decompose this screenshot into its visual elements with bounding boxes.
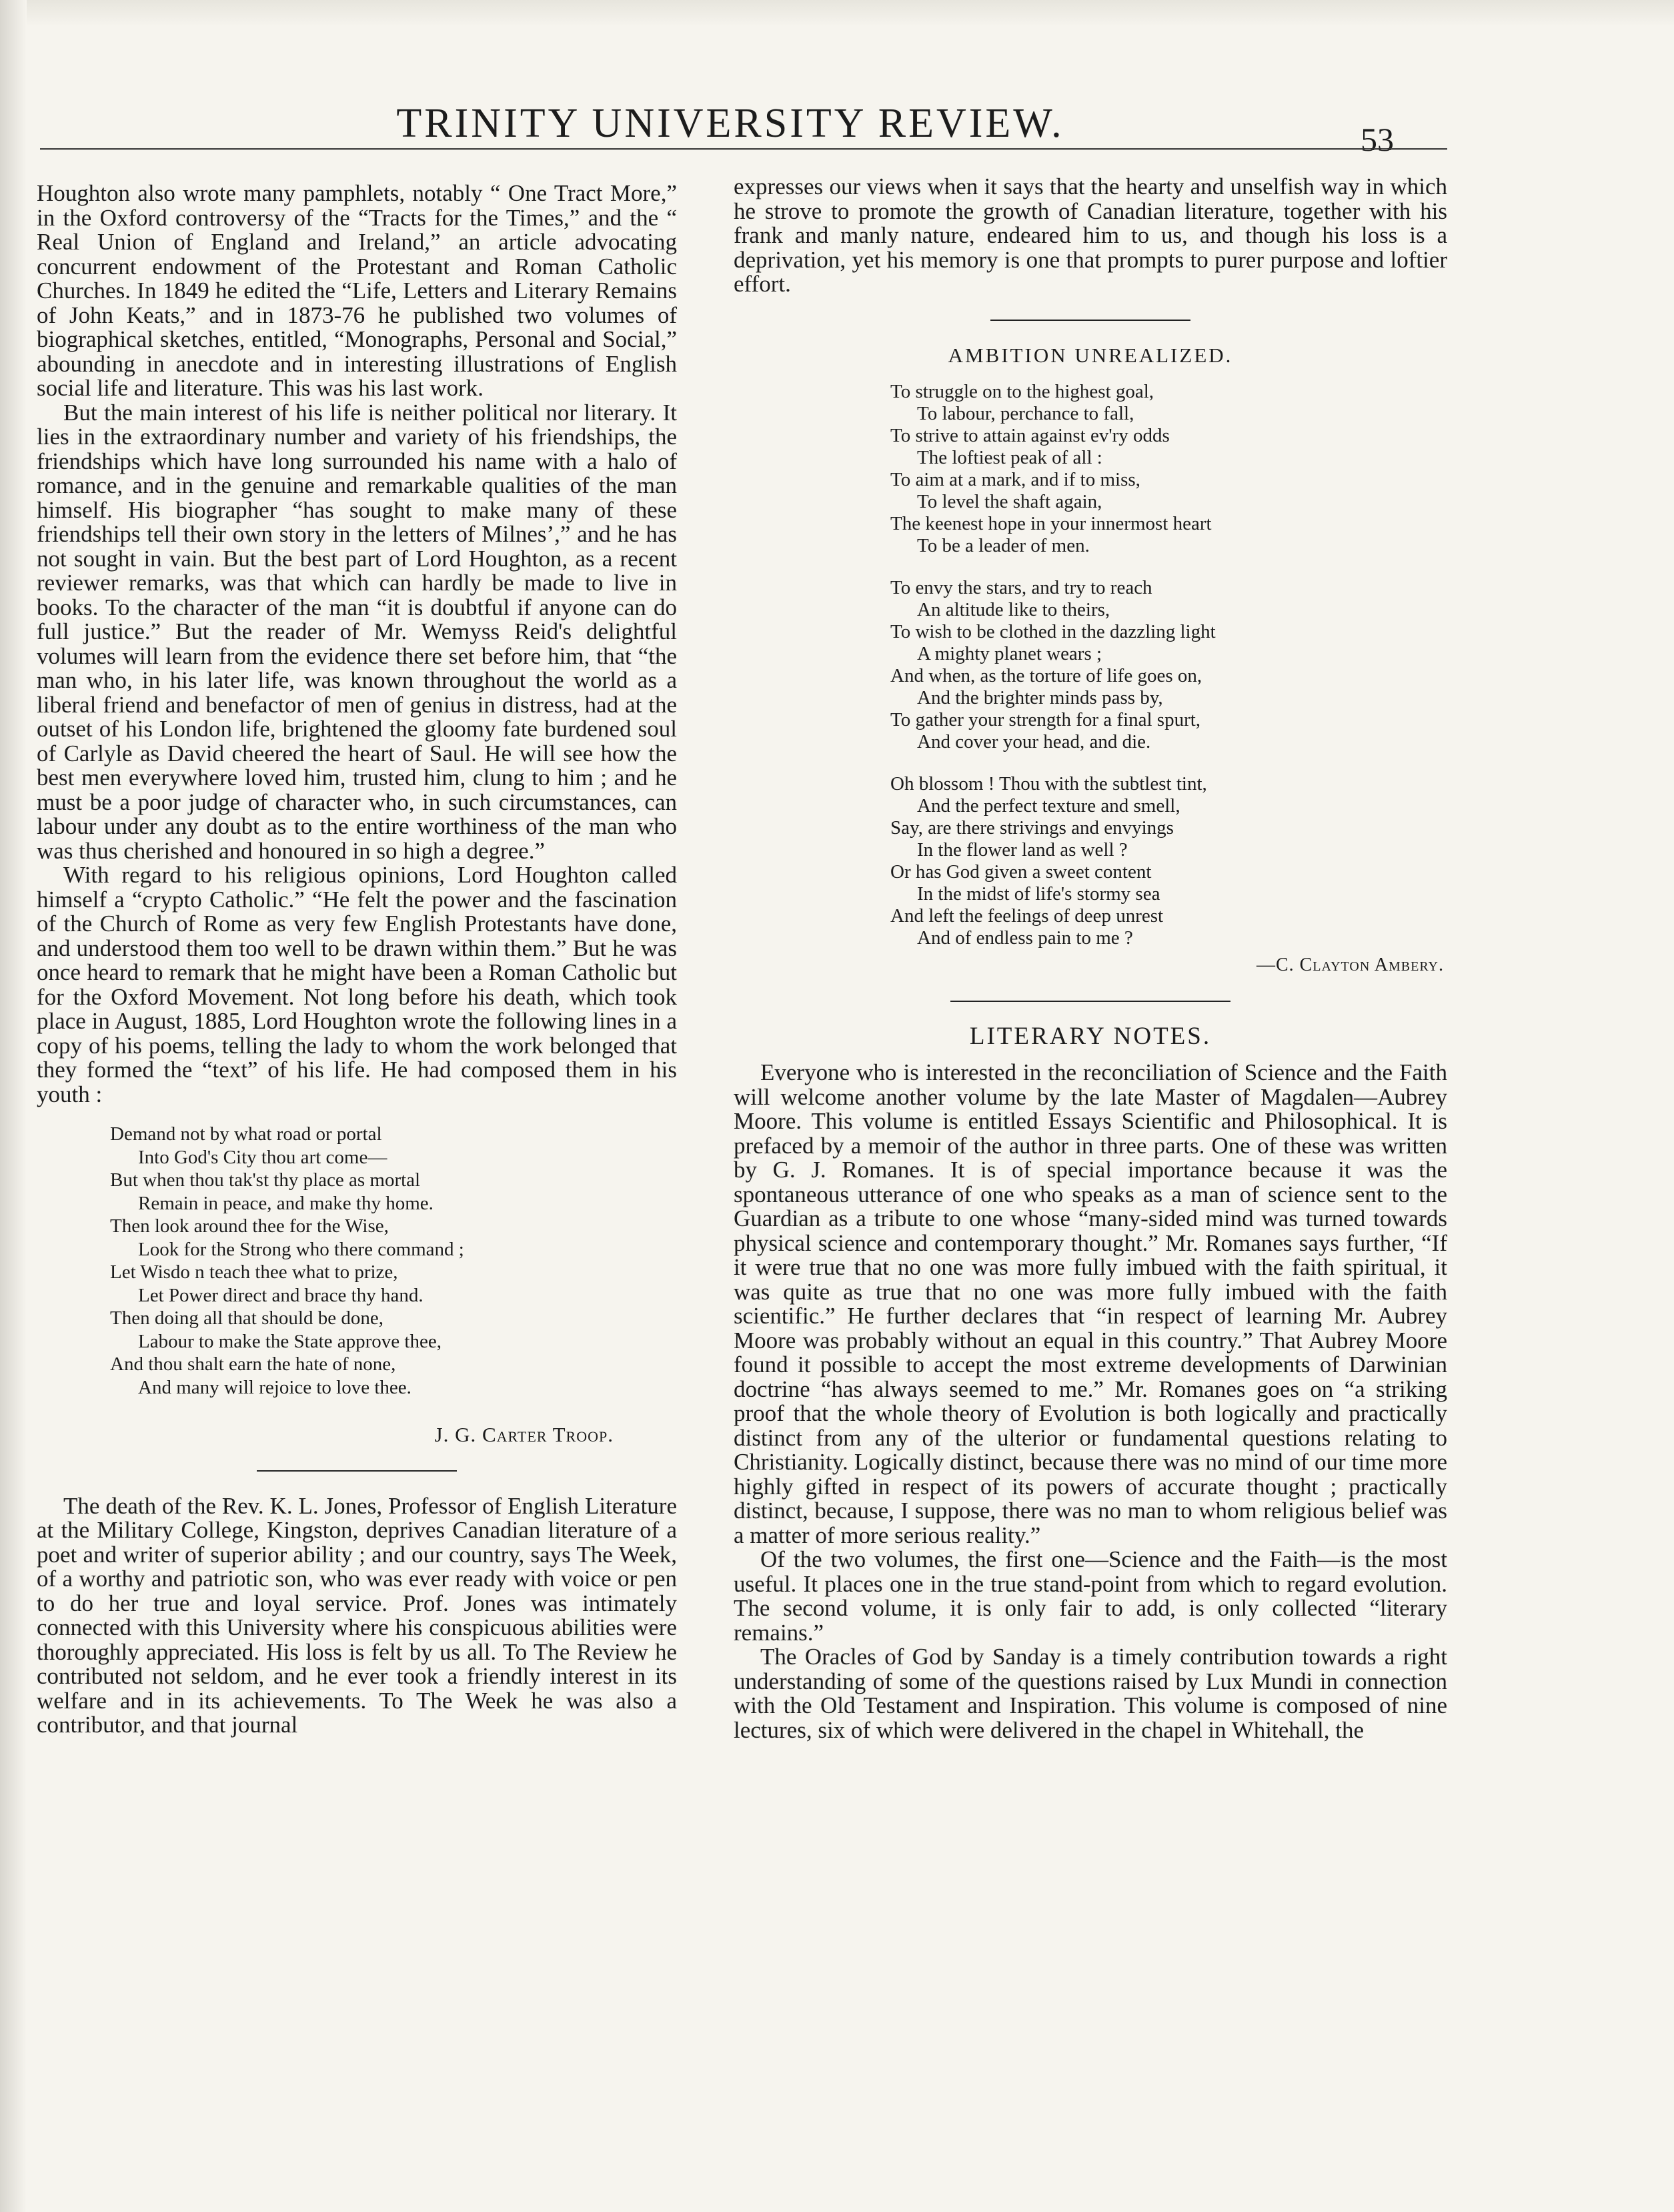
poem-line: To aim at a mark, and if to miss, — [890, 469, 1140, 490]
poem-line: And left the feelings of deep unrest — [890, 905, 1164, 927]
scan-top-edge — [0, 0, 1674, 27]
poem-line: To level the shaft again, — [917, 491, 1102, 512]
poem-line: To gather your strength for a final spurt, — [890, 709, 1201, 730]
header-rule — [40, 148, 1447, 154]
poem-line: Then doing all that should be done, — [110, 1307, 383, 1329]
right-column — [734, 175, 1447, 1742]
poem-stanza — [890, 577, 1447, 753]
poem-line: Say, are there strivings and envyings — [890, 817, 1174, 839]
poem-line: Let Power direct and brace thy hand. — [138, 1284, 424, 1306]
poem-line: And the perfect texture and smell, — [917, 795, 1180, 816]
article-paragraph: With regard to his religious opinions, Lord Houghton called himself a “crypto Catholic.” “He felt the power and the fascination of the Church of Rome as very few English Protestants have done, and understood them too well to be drawn within them.” But he was once heard to remark that he might have been a Roman Catholic but for the Oxford Movement. Not long before his death, which took place in August, 1885, Lord Houghton wrote the following lines in a copy of his poems, telling the lady to whom the work belonged that they formed the “text” of his life. He had composed them in his youth : — [37, 862, 677, 1107]
ambition-poem — [890, 381, 1447, 949]
poem-line: Into God's City thou art come— — [138, 1146, 387, 1168]
poem-line: Oh blossom ! Thou with the subtlest tint, — [890, 773, 1207, 794]
poem-stanza — [890, 381, 1447, 557]
poem-line: The loftiest peak of all : — [917, 447, 1102, 468]
section-separator — [257, 1470, 457, 1472]
article-paragraph: But the main interest of his life is neither political nor literary. It lies in the extraordinary number and variety of his friendships, the friendships which have long surrounded his name with a halo of romance, and in the genuine and remarkable qualities of the man himself. His biographer “has sought to make many of these friendships tell their own story in the letters of Milnes’,” and he has not sought in vain. But the best part of Lord Houghton, as a recent reviewer remarks, was that which can hardly be made to live in books. To the character of the man “it is doubtful if anyone can do full justice.” But the reader of Mr. Wemyss Reid's delightful volumes will learn from the evidence there set before him, that “the man who, in his later life, was known throughout the world as a liberal friend and benefactor of men of genius in distress, had at the outset of his London life, brightened the gloomy fate burdened soul of Carlyle as David cheered the heart of Saul. He will see how the best men everywhere loved him, trusted him, clung to him ; and he must be a poor judge of character who, in such circumstances, can labour under any doubt as to the entire worthiness of the man who was thus cherished and honoured in so high a degree.” — [37, 399, 677, 864]
houghton-poem — [110, 1123, 677, 1399]
section-heading: LITERARY NOTES. — [969, 1022, 1212, 1050]
article-paragraph: Everyone who is interested in the reconciliation of Science and the Faith will welcome another volume by the late Master of Magdalen—Aubrey Moore. This volume is entitled Essays Scientific and Philosophical. It is prefaced by a memoir of the author in three parts. One of these was written by G. J. Romanes. It is of special importance because it was the spontaneous utterance of one who speaks as a man of science sent to the Guardian as a tribute to one whose “many-sided mind was turned towards physical science and contemporary thought.” Mr. Romanes says further, “If it were true that no one was more fully imbued with the faith spiritual, it was quite as true that no one was more fully imbued with the faith scientific.” He further declares that “in respect of learning Mr. Aubrey Moore was probably without an equal in this country.” That Aubrey Moore found it possible to accept the most extreme developments of Darwinian doctrine “has always seemed to me.” Mr. Romanes goes on “a striking proof that the whole theory of Evolution is both logically and practically distinct from any of the ulterior or fundamental questions relating to Christianity. Logically distinct, because there was no mind of our time more highly gifted in respect of its powers of accurate thought ; practically distinct, because, I suppose, there was no man to whom religious belief was a matter of more serious reality.” — [734, 1059, 1447, 1548]
section-separator — [990, 320, 1190, 321]
poem-line: Remain in peace, and make thy home. — [138, 1192, 434, 1214]
poem-line: In the flower land as well ? — [917, 839, 1128, 861]
poem-line: A mighty planet wears ; — [917, 643, 1102, 664]
poem-line: And the brighter minds pass by, — [917, 687, 1163, 708]
poem-line: Or has God given a sweet content — [890, 861, 1152, 883]
poem-line: Labour to make the State approve thee, — [138, 1330, 442, 1352]
poem-line: In the midst of life's stormy sea — [917, 883, 1160, 905]
poem-line: And thou shalt earn the hate of none, — [110, 1353, 396, 1375]
poem-line: To labour, perchance to fall, — [917, 403, 1134, 424]
poem-line: And many will rejoice to love thee. — [138, 1376, 411, 1398]
poem-line: An altitude like to theirs, — [917, 599, 1110, 620]
page-title: TRINITY UNIVERSITY REVIEW. — [396, 101, 1064, 146]
poem-line: To struggle on to the highest goal, — [890, 381, 1154, 402]
poem-line: And when, as the torture of life goes on, — [890, 665, 1202, 686]
poem-line: Let Wisdo n teach thee what to prize, — [110, 1261, 398, 1283]
poem-line: And of endless pain to me ? — [917, 927, 1133, 949]
poem-line: To strive to attain against ev'ry odds — [890, 425, 1170, 446]
poem-line: To envy the stars, and try to reach — [890, 577, 1152, 598]
poem-line: To be a leader of men. — [917, 535, 1090, 556]
poem-title: AMBITION UNREALIZED. — [948, 343, 1233, 367]
poem-line: But when thou tak'st thy place as mortal — [110, 1169, 421, 1191]
article-paragraph: Houghton also wrote many pamphlets, notably “ One Tract More,” in the Oxford controversy of the “Tracts for the Times,” and the “ Real Union of England and Ireland,” an article advocating concurrent endowment of the Protestant and Roman Catholic Churches. In 1849 he edited the “Life, Letters and Literary Remains of John Keats,” and in 1873-76 he published two volumes of biographical sketches, entitled, “Monographs, Personal and Social,” abounding in anecdote and in interesting illustrations of English social life and literature. This was his last work. — [37, 180, 677, 401]
poem-line: And cover your head, and die. — [917, 731, 1151, 752]
poem-line: Then look around thee for the Wise, — [110, 1215, 389, 1237]
article-paragraph: The Oracles of God by Sanday is a timely contribution towards a right understanding of some of the questions raised by Lux Mundi in connection with the Old Testament and Inspiration. This volume is composed of nine lectures, six of which were delivered in the chapel in Whitehall, the — [734, 1644, 1447, 1743]
page-number: 53 — [1361, 121, 1394, 158]
section-separator — [950, 1001, 1230, 1002]
poem-line: To wish to be clothed in the dazzling light — [890, 621, 1216, 642]
poem-author: —C. Clayton Ambery. — [1256, 955, 1444, 975]
article-paragraph: expresses our views when it says that the hearty and unselfish way in which he strove to promote the growth of Canadian literature, together with his frank and manly nature, endeared him to us, and though his loss is a deprivation, yet his memory is one that prompts to purer purpose and loftier effort. — [734, 173, 1447, 297]
poem-line: The keenest hope in your innermost heart — [890, 513, 1212, 534]
poem-line: Demand not by what road or portal — [110, 1123, 382, 1145]
scan-left-edge — [0, 0, 27, 2212]
article-paragraph: The death of the Rev. K. L. Jones, Professor of English Literature at the Military College, Kingston, deprives Canadian literature of a poet and writer of superior ability ; and our country, says The Week, of a worthy and patriotic son, who was ever ready with voice or pen to do her true and loyal service. Prof. Jones was intimately connected with this University where his conspicuous abilities were thoroughly appreciated. His loss is felt by us all. To The Review he contributed not seldom, and he ever took a friendly interest in its welfare and in its achievements. To The Week he was also a contributor, and that journal — [37, 1492, 677, 1738]
poem-line: Look for the Strong who there command ; — [138, 1238, 464, 1260]
article-paragraph: Of the two volumes, the first one—Science and the Faith—is the most useful. It places one in the true stand-point from which to regard evolution. The second volume, it is only fair to add, is only collected “literary remains.” — [734, 1546, 1447, 1646]
poem-stanza — [890, 773, 1447, 949]
left-column — [37, 181, 677, 1738]
author-signature: J. G. Carter Troop. — [434, 1423, 614, 1446]
